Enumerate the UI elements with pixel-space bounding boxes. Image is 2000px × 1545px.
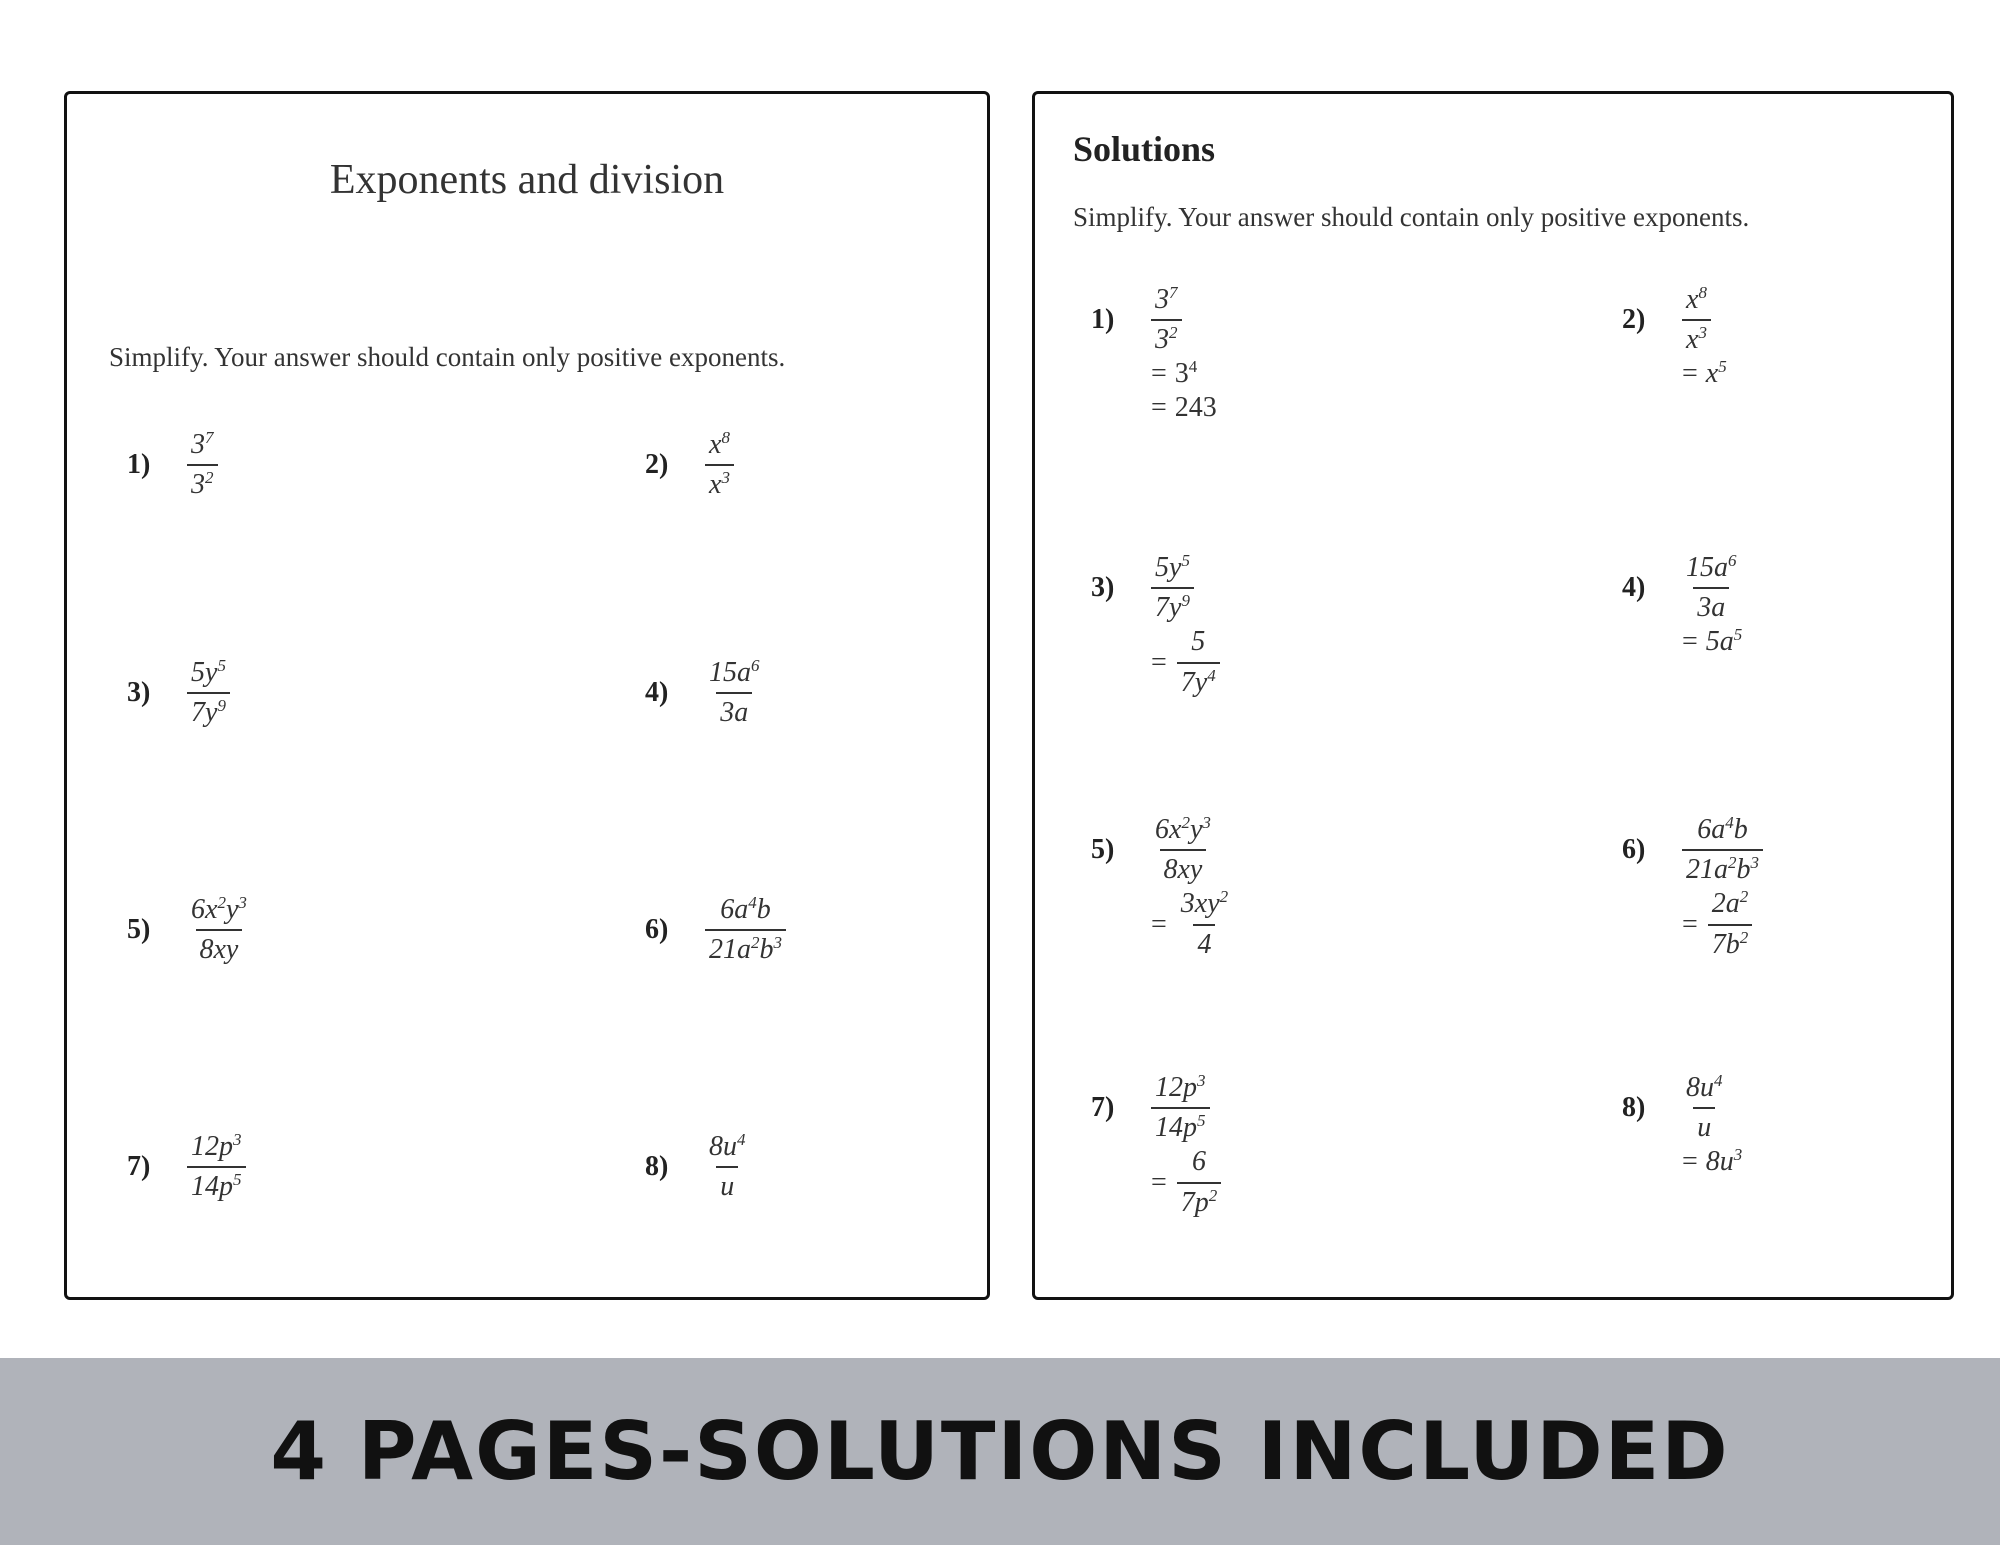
problem-row bbox=[645, 1131, 750, 1203]
numerator: $6a^4b$ bbox=[1697, 813, 1748, 845]
solution-steps bbox=[1151, 886, 1232, 960]
problem-row bbox=[1091, 284, 1182, 356]
numerator: $8u^4$ bbox=[1686, 1071, 1723, 1103]
solution-step bbox=[1151, 1146, 1221, 1218]
solution-steps bbox=[1682, 886, 1752, 960]
denominator: $21a^2b^3$ bbox=[705, 929, 786, 966]
problem-number: 5) bbox=[127, 914, 151, 946]
numerator: 5 bbox=[1191, 626, 1206, 658]
problem-fraction bbox=[705, 657, 764, 729]
answer-fraction bbox=[1177, 1146, 1222, 1218]
denominator: $x^3$ bbox=[705, 464, 734, 501]
problem-fraction bbox=[1151, 814, 1215, 886]
problem-fraction bbox=[1151, 552, 1194, 624]
problem-number: 4) bbox=[645, 677, 669, 709]
problem-number: 4) bbox=[1622, 572, 1646, 604]
solution-steps bbox=[1682, 356, 1727, 390]
numerator: $x^8$ bbox=[1686, 283, 1707, 315]
problem-fraction bbox=[705, 429, 734, 501]
solution-step bbox=[1151, 392, 1217, 424]
denominator: 4 bbox=[1193, 924, 1215, 961]
numerator: $3xy^2$ bbox=[1180, 887, 1229, 920]
denominator: $7y^4$ bbox=[1177, 662, 1220, 699]
problem-fraction bbox=[1151, 284, 1182, 356]
problem-row bbox=[1622, 814, 1763, 886]
problem-fraction bbox=[187, 894, 251, 966]
problem-number: 3) bbox=[127, 677, 151, 709]
problem-fraction bbox=[1151, 1072, 1210, 1144]
problem-number: 6) bbox=[645, 914, 669, 946]
problem-number: 6) bbox=[1622, 834, 1646, 866]
equals-sign: = bbox=[1151, 358, 1167, 390]
worksheet-instructions: Simplify. Your answer should contain only positive exponents. bbox=[109, 342, 786, 372]
problem-item bbox=[645, 657, 764, 729]
problem-item bbox=[645, 429, 734, 501]
problem-number: 8) bbox=[1622, 1092, 1646, 1124]
solution-step bbox=[1151, 888, 1232, 960]
problem-row bbox=[645, 894, 786, 966]
problem-fraction bbox=[705, 894, 786, 966]
problem-number: 7) bbox=[127, 1151, 151, 1183]
numerator: $12p^3$ bbox=[191, 1130, 242, 1162]
solution-step bbox=[1682, 888, 1752, 960]
problem-item bbox=[127, 429, 218, 501]
numerator: $2a^2$ bbox=[1711, 887, 1749, 920]
solution-step bbox=[1682, 626, 1742, 658]
problem-item bbox=[127, 657, 230, 729]
denominator: $21a^2b^3$ bbox=[1682, 849, 1763, 886]
answer-value: 243 bbox=[1174, 392, 1217, 424]
denominator: $3^2$ bbox=[1151, 319, 1182, 356]
problem-item bbox=[1091, 814, 1232, 961]
denominator: $x^3$ bbox=[1682, 319, 1711, 356]
numerator: $6x^2y^3$ bbox=[1155, 813, 1211, 845]
denominator: 3a bbox=[716, 692, 752, 729]
problem-row bbox=[1622, 1072, 1727, 1144]
problem-number: 8) bbox=[645, 1151, 669, 1183]
solution-steps bbox=[1151, 624, 1220, 698]
problem-row bbox=[127, 1131, 246, 1203]
problem-fraction bbox=[1682, 284, 1711, 356]
solution-step bbox=[1682, 1146, 1742, 1178]
problem-item bbox=[1091, 552, 1220, 699]
denominator: $14p^5$ bbox=[1151, 1107, 1210, 1144]
solution-step bbox=[1151, 358, 1197, 390]
problem-fraction bbox=[187, 1131, 246, 1203]
equals-sign: = bbox=[1682, 908, 1698, 940]
problem-fraction bbox=[187, 429, 218, 501]
problem-fraction bbox=[705, 1131, 750, 1203]
solution-step bbox=[1151, 626, 1220, 698]
problem-number: 5) bbox=[1091, 834, 1115, 866]
equals-sign: = bbox=[1151, 1166, 1167, 1198]
solutions-page bbox=[1032, 91, 1954, 1300]
worksheet-title: Exponents and division bbox=[329, 157, 725, 203]
problem-item bbox=[1622, 814, 1763, 961]
denominator: $7y^9$ bbox=[1151, 587, 1194, 624]
solution-steps bbox=[1151, 1144, 1221, 1218]
problem-fraction bbox=[1682, 814, 1763, 886]
problem-row bbox=[127, 429, 218, 501]
denominator: 3a bbox=[1693, 587, 1729, 624]
problem-fraction bbox=[1682, 552, 1741, 624]
problem-number: 2) bbox=[645, 449, 669, 481]
numerator: $6a^4b$ bbox=[720, 893, 771, 925]
answer-value: $x^5$ bbox=[1705, 357, 1727, 390]
problem-item bbox=[127, 1131, 246, 1203]
problem-row bbox=[645, 657, 764, 729]
numerator: 6 bbox=[1192, 1146, 1207, 1178]
numerator: $5y^5$ bbox=[191, 656, 226, 688]
solution-steps bbox=[1682, 1144, 1742, 1178]
numerator: $3^7$ bbox=[1155, 283, 1178, 315]
denominator: 8xy bbox=[1160, 849, 1207, 886]
answer-value: $3^4$ bbox=[1174, 357, 1198, 390]
problem-row bbox=[1091, 1072, 1210, 1144]
numerator: $x^8$ bbox=[709, 428, 730, 460]
problem-number: 1) bbox=[1091, 304, 1115, 336]
equals-sign: = bbox=[1682, 1146, 1698, 1178]
answer-fraction bbox=[1708, 888, 1753, 960]
promo-banner bbox=[0, 1358, 2000, 1545]
numerator: $12p^3$ bbox=[1155, 1071, 1206, 1103]
numerator: $15a^6$ bbox=[1686, 551, 1737, 583]
equals-sign: = bbox=[1682, 626, 1698, 658]
equals-sign: = bbox=[1151, 646, 1167, 678]
numerator: $8u^4$ bbox=[709, 1130, 746, 1162]
problem-number: 1) bbox=[127, 449, 151, 481]
denominator: u bbox=[1693, 1107, 1715, 1144]
banner-text: 4 PAGES-SOLUTIONS INCLUDED bbox=[270, 1405, 1730, 1498]
numerator: $5y^5$ bbox=[1155, 551, 1190, 583]
answer-value: $5a^5$ bbox=[1705, 625, 1743, 658]
problem-row bbox=[127, 657, 230, 729]
numerator: $15a^6$ bbox=[709, 656, 760, 688]
problem-row bbox=[1622, 284, 1711, 356]
solutions-instructions: Simplify. Your answer should contain only positive exponents. bbox=[1073, 202, 1750, 232]
equals-sign: = bbox=[1151, 908, 1167, 940]
problem-row bbox=[127, 894, 251, 966]
denominator: 8xy bbox=[196, 929, 243, 966]
problem-row bbox=[645, 429, 734, 501]
problem-fraction bbox=[1682, 1072, 1727, 1144]
problem-row bbox=[1622, 552, 1741, 624]
problem-item bbox=[645, 1131, 750, 1203]
solution-steps bbox=[1151, 356, 1217, 424]
problem-number: 7) bbox=[1091, 1092, 1115, 1124]
equals-sign: = bbox=[1682, 358, 1698, 390]
numerator: $6x^2y^3$ bbox=[191, 893, 247, 925]
problem-item bbox=[127, 894, 251, 966]
answer-fraction bbox=[1177, 626, 1220, 698]
problem-number: 3) bbox=[1091, 572, 1115, 604]
denominator: $7b^2$ bbox=[1708, 924, 1753, 961]
denominator: $3^2$ bbox=[187, 464, 218, 501]
solution-steps bbox=[1682, 624, 1742, 658]
answer-value: $8u^3$ bbox=[1705, 1145, 1743, 1178]
problem-item bbox=[1622, 284, 1727, 390]
problem-item bbox=[1622, 552, 1742, 658]
answer-fraction bbox=[1177, 888, 1232, 960]
problem-fraction bbox=[187, 657, 230, 729]
denominator: $14p^5$ bbox=[187, 1166, 246, 1203]
problem-item bbox=[1091, 1072, 1221, 1219]
problem-number: 2) bbox=[1622, 304, 1646, 336]
solution-step bbox=[1682, 358, 1727, 390]
denominator: u bbox=[716, 1166, 738, 1203]
problem-row bbox=[1091, 552, 1194, 624]
denominator: $7p^2$ bbox=[1177, 1182, 1222, 1219]
equals-sign: = bbox=[1151, 392, 1167, 424]
worksheet-page bbox=[64, 91, 990, 1300]
problem-item bbox=[1091, 284, 1217, 424]
problem-item bbox=[645, 894, 786, 966]
numerator: $3^7$ bbox=[191, 428, 214, 460]
problem-row bbox=[1091, 814, 1215, 886]
problem-item bbox=[1622, 1072, 1742, 1178]
solutions-title: Solutions bbox=[1073, 129, 1216, 169]
denominator: $7y^9$ bbox=[187, 692, 230, 729]
